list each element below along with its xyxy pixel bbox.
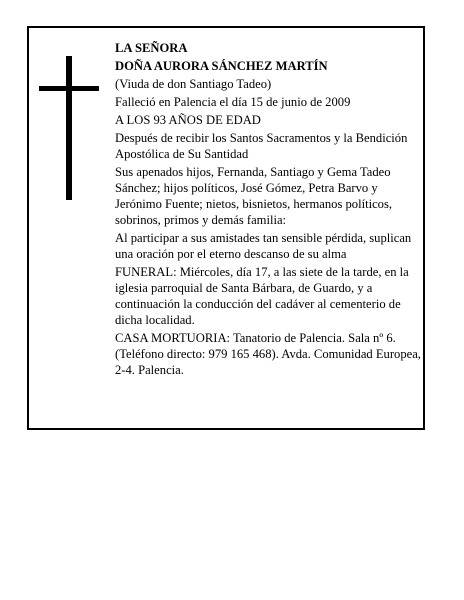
cross-vertical-bar <box>66 56 72 200</box>
cross-horizontal-bar <box>39 86 99 91</box>
death-line: Falleció en Palencia el día 15 de junio de 2009 <box>115 95 351 109</box>
obituary-notice <box>27 26 425 430</box>
deceased-name: DOÑA AURORA SÁNCHEZ MARTÍN <box>115 59 328 73</box>
mortuary-paragraph: CASA MORTUORIA: Tanatorio de Palencia. Sala nº 6. (Teléfono directo: 979 165 468). Avda. Comunidad Europea, 2-4. Palencia. <box>115 331 421 377</box>
funeral-paragraph: FUNERAL: Miércoles, día 17, a las siete de la tarde, en la iglesia parroquial de Santa Bárbara, de Guardo, y a continuación la conducción del cadáver al cementerio de dicha localidad. <box>115 265 409 327</box>
notice-text <box>115 40 421 380</box>
prayer-paragraph: Al participar a sus amistades tan sensible pérdida, suplican una oración por el eterno descanso de su alma <box>115 231 412 261</box>
widow-line: (Viuda de don Santiago Tadeo) <box>115 77 272 91</box>
notice-title: LA SEÑORA <box>115 41 188 55</box>
cross-icon <box>39 56 99 200</box>
sacraments-paragraph: Después de recibir los Santos Sacramentos y la Bendición Apostólica de Su Santidad <box>115 131 408 161</box>
age-line: A LOS 93 AÑOS DE EDAD <box>115 113 261 127</box>
family-paragraph: Sus apenados hijos, Fernanda, Santiago y Gema Tadeo Sánchez; hijos políticos, José Gómez, Petra Barvo y Jerónimo Fuente; nietos, bisnietos, hermanos políticos, sobrinos, primos y demás familia: <box>115 165 393 227</box>
